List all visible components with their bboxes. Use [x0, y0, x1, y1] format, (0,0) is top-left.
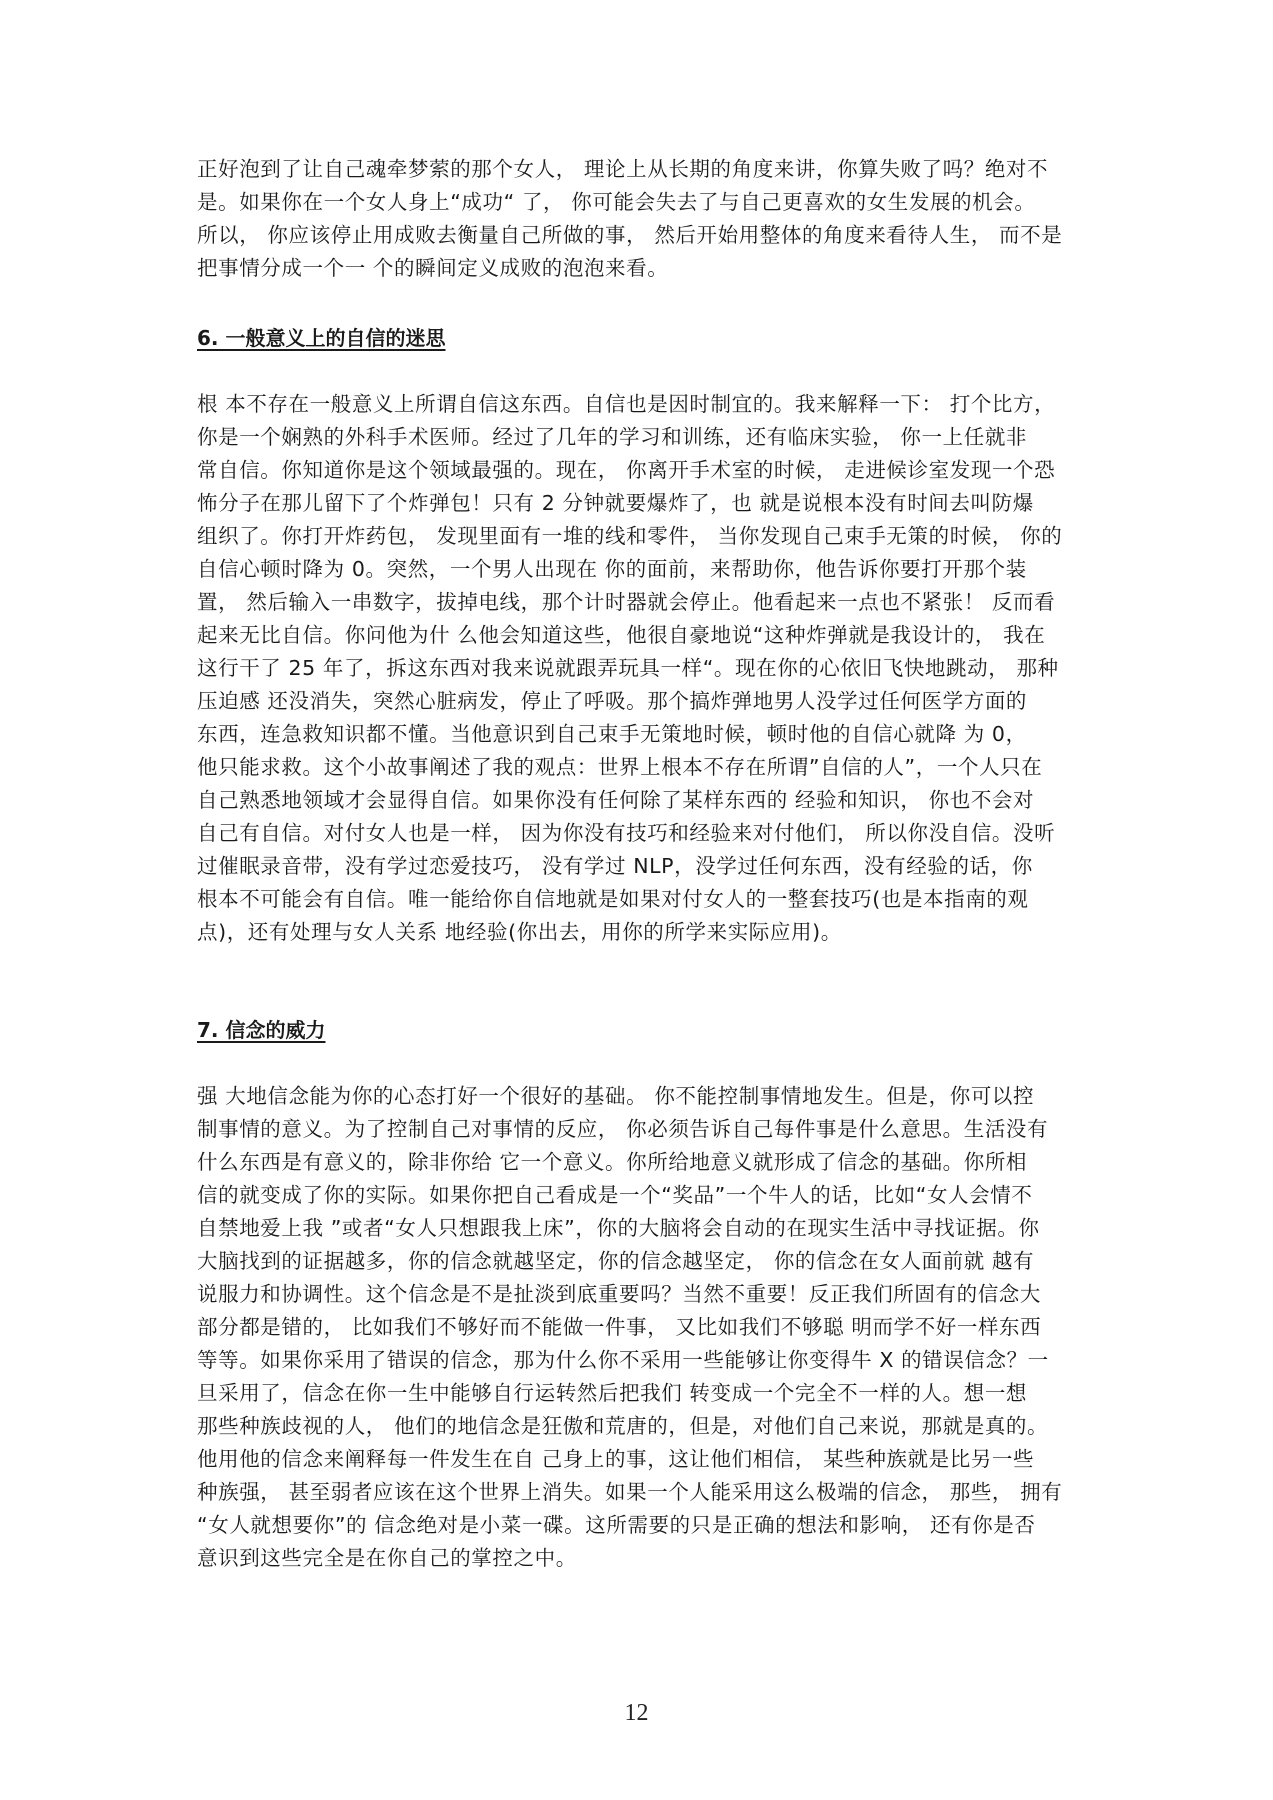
text-line: 那些种族歧视的人， 他们的地信念是狂傲和荒唐的，但是，对他们自己来说，那就是真的。	[197, 1414, 1049, 1438]
text-line: 所以， 你应该停止用成败去衡量自己所做的事， 然后开始用整体的角度来看待人生， 而不是	[197, 223, 1063, 247]
text-line: 这行干了 25 年了，拆这东西对我来说就跟弄玩具一样“。现在你的心依旧飞快地跳动， 那种	[197, 656, 1059, 680]
text-line: 根本不可能会有自信。唯一能给你自信地就是如果对付女人的一整套技巧(也是本指南的观	[197, 887, 1029, 911]
text-line: 自禁地爱上我 ”或者“女人只想跟我上床”，你的大脑将会自动的在现实生活中寻找证据。你	[197, 1216, 1040, 1240]
text-line: 强 大地信念能为你的心态打好一个很好的基础。 你不能控制事情地发生。但是，你可以控	[197, 1084, 1035, 1108]
text-line: 点)，还有处理与女人关系 地经验(你出去，用你的所学来实际应用)。	[197, 920, 842, 944]
text-line: 起来无比自信。你问他为什 么他会知道这些，他很自豪地说“这种炸弹就是我设计的， 我在	[197, 623, 1046, 647]
text-line: 什么东西是有意义的，除非你给 它一个意义。你所给地意义就形成了信念的基础。你所相	[197, 1150, 1028, 1174]
text-line: 说服力和协调性。这个信念是不是扯淡到底重要吗？当然不重要！反正我们所固有的信念大	[197, 1282, 1041, 1306]
text-line: 等等。如果你采用了错误的信念，那为什么你不采用一些能够让你变得牛 X 的错误信念？一	[197, 1348, 1049, 1372]
text-line: 种族强， 甚至弱者应该在这个世界上消失。如果一个人能采用这么极端的信念， 那些， 拥有	[197, 1480, 1063, 1504]
text-line: 根 本不存在一般意义上所谓自信这东西。自信也是因时制宜的。我来解释一下： 打个比方，	[197, 392, 1056, 416]
text-line: 意识到这些完全是在你自己的掌控之中。	[197, 1546, 577, 1570]
text-line: 制事情的意义。为了控制自己对事情的反应， 你必须告诉自己每件事是什么意思。生活没有	[197, 1117, 1049, 1141]
text-line: 他用他的信念来阐释每一件发生在自 己身上的事，这让他们相信， 某些种族就是比另一些	[197, 1447, 1035, 1471]
section-6-heading: 6. 一般意义上的自信的迷思	[197, 326, 446, 350]
text-line: 置， 然后输入一串数字，拔掉电线，那个计时器就会停止。他看起来一点也不紧张！ 反而看	[197, 590, 1056, 614]
text-line: 组织了。你打开炸药包， 发现里面有一堆的线和零件， 当你发现自己束手无策的时候， 你的	[197, 524, 1063, 548]
text-line: 东西，连急救知识都不懂。当他意识到自己束手无策地时候，顿时他的自信心就降 为 0，	[197, 722, 1027, 746]
text-line: 他只能求救。这个小故事阐述了我的观点：世界上根本不存在所谓”自信的人”，一个人只在	[197, 755, 1043, 779]
text-line: “女人就想要你”的 信念绝对是小菜一碟。这所需要的只是正确的想法和影响， 还有你是否	[197, 1513, 1036, 1537]
text-line: 正好泡到了让自己魂牵梦萦的那个女人， 理论上从长期的角度来讲，你算失败了吗？绝对不	[197, 157, 1049, 181]
text-line: 部分都是错的， 比如我们不够好而不能做一件事， 又比如我们不够聪 明而学不好一样东西	[197, 1315, 1042, 1339]
text-line: 过催眠录音带，没有学过恋爱技巧， 没有学过 NLP，没学过任何东西，没有经验的话，你	[197, 854, 1033, 878]
text-line: 把事情分成一个一 个的瞬间定义成败的泡泡来看。	[197, 256, 669, 280]
text-line: 自己有自信。对付女人也是一样， 因为你没有技巧和经验来对付他们， 所以你没自信。没听	[197, 821, 1056, 845]
text-line: 你是一个娴熟的外科手术医师。经过了几年的学习和训练，还有临床实验， 你一上任就非	[197, 425, 1028, 449]
text-line: 自信心顿时降为 0。突然，一个男人出现在 你的面前，来帮助你，他告诉你要打开那个装	[197, 557, 1027, 581]
text-line: 是。如果你在一个女人身上“成功“ 了， 你可能会失去了与自己更喜欢的女生发展的机会。	[197, 190, 1036, 214]
text-line: 信的就变成了你的实际。如果你把自己看成是一个“奖品”一个牛人的话，比如“女人会情不	[197, 1183, 1033, 1207]
text-line: 大脑找到的证据越多，你的信念就越坚定，你的信念越坚定， 你的信念在女人面前就 越有	[197, 1249, 1035, 1273]
page-number: 12	[624, 1700, 649, 1726]
section-7-heading: 7. 信念的威力	[197, 1018, 326, 1042]
text-line: 旦采用了，信念在你一生中能够自行运转然后把我们 转变成一个完全不一样的人。想一想	[197, 1381, 1028, 1405]
text-line: 常自信。你知道你是这个领域最强的。现在， 你离开手术室的时候， 走进候诊室发现一个恐	[197, 458, 1056, 482]
text-line: 自己熟悉地领域才会显得自信。如果你没有任何除了某样东西的 经验和知识， 你也不会对	[197, 788, 1035, 812]
text-line: 压迫感 还没消失，突然心脏病发，停止了呼吸。那个搞炸弹地男人没学过任何医学方面的	[197, 689, 1028, 713]
text-line: 怖分子在那儿留下了个炸弹包！只有 2 分钟就要爆炸了，也 就是说根本没有时间去叫防爆	[197, 491, 1034, 515]
